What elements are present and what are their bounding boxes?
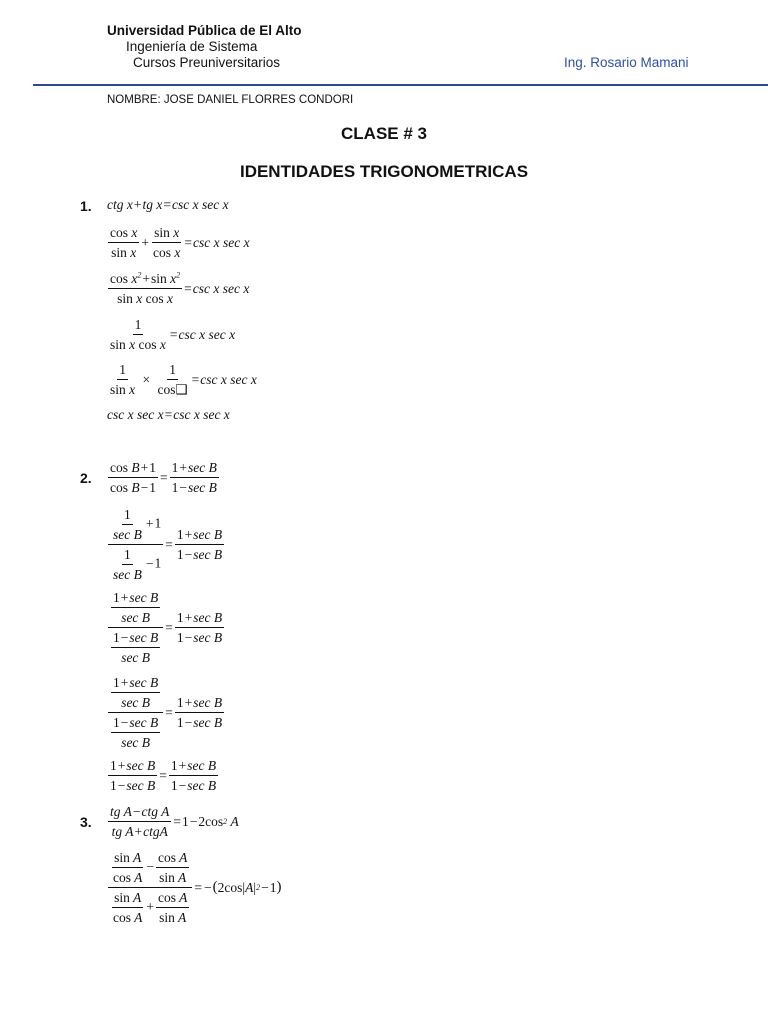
problem1-step3: $\frac{\cos x^2+\sin x^2}{\text{sin x cos x}}$ = csc x sec x <box>110 270 250 306</box>
department-name: Ingeniería de Sistema <box>126 39 258 54</box>
problem2-step5: $\frac{\text{1+sec B}}{\text{1−sec B}}$ = $\frac{\text{1+sec B}}{\text{1−sec B}}$ <box>110 758 217 793</box>
instructor-name: Ing. Rosario Mamani <box>564 55 689 70</box>
problem1-step6: csc x sec x = csc x sec x <box>107 407 230 422</box>
problem1-step2: $\frac{\text{cos x}}{\text{sin x}}$ + $\frac{\text{sin x}}{\text{cos x}}$ = csc x sec x <box>110 225 250 260</box>
topic-title: IDENTIDADES TRIGONOMETRICAS <box>239 162 529 181</box>
problem2-step2: $\frac{1}{\text{sec B}}$ +1 $\frac{1}{\text{sec B}}$ −1 = $\frac{\text{1+sec B}}{\text{1−sec B}}$ <box>107 506 225 583</box>
course-name: Cursos Preuniversitarios <box>133 55 281 70</box>
problem2-step3: $\frac{\frac{\text{1+sec B}}{\text{sec B}}}{\frac{\text{1−sec B}}{\text{sec B}}}$ = $\frac{\text{1+sec B}}{\text{1−sec B}}$ <box>107 589 225 666</box>
student-name-line: NOMBRE: JOSE DANIEL FLORRES CONDORI <box>107 94 354 106</box>
header-divider <box>33 84 768 86</box>
problem-number-3: 3. <box>80 814 92 830</box>
problem1-step4: $\frac{1}{\text{sin x cos x}}$ = csc x sec x <box>110 317 236 352</box>
problem1-step1: ctg x + tg x = csc x sec x <box>107 197 229 212</box>
university-name: Universidad Pública de El Alto <box>107 23 302 38</box>
problem-number-2: 2. <box>80 470 92 486</box>
class-title: CLASE # 3 <box>341 124 427 143</box>
problem2-step4: $\frac{\frac{\text{1+sec B}}{\text{sec B}}}{\frac{\text{1−sec B}}{\text{sec B}}}$ = $\frac{\text{1+sec B}}{\text{1−sec B}}$ <box>107 674 225 751</box>
problem1-step5: $\frac{1}{\text{sin x}}$ × $\frac{1}{\cos❑}$ = csc x sec x <box>110 362 257 397</box>
problem3-step2: $\frac{\text{sin A}}{\text{cos A}}$ − $\frac{\text{cos A}}{\text{sin A}}$ $\frac{\text{sin A}}{\text{cos A}}$ + $\frac{\text{cos A}}{\text{sin A}}$ = − ( 2cos | A | 2 − 1 ) <box>107 849 281 926</box>
problem2-step1: $\frac{\text{cos B+1}}{\text{cos B−1}}$ = $\frac{\text{1+sec B}}{\text{1−sec B}}$ <box>110 460 217 495</box>
problem-number-1: 1. <box>80 198 92 214</box>
problem3-step1: $\frac{\text{tg A−ctg A}}{\text{tg A+ctgA}}$ = 1 − 2cos 2 A <box>110 804 239 839</box>
